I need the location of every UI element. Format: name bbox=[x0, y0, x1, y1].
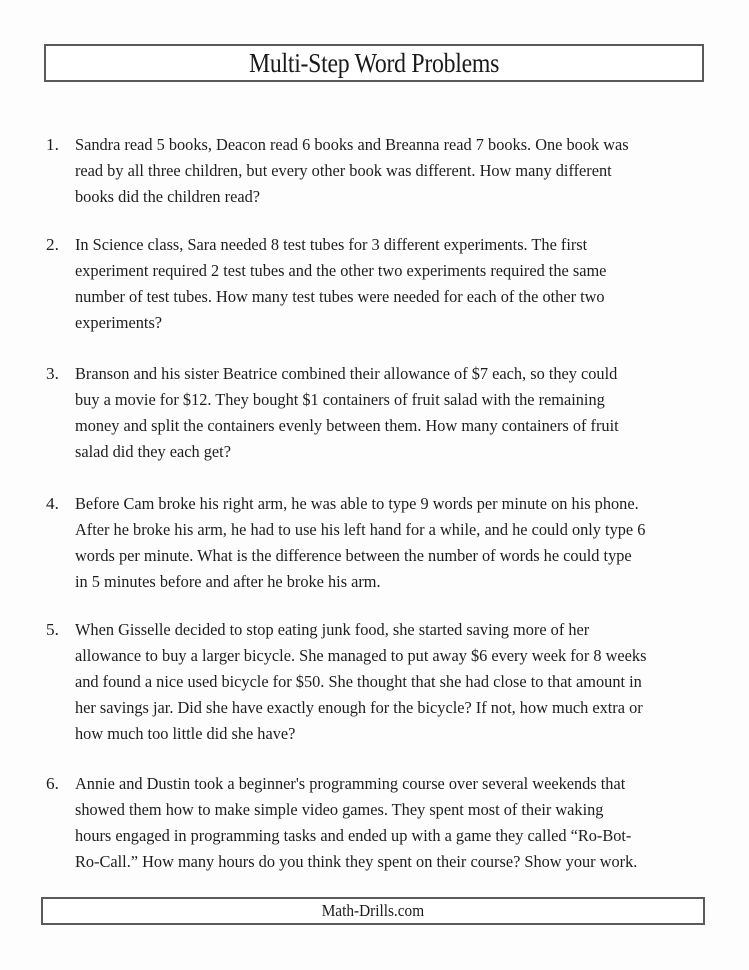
problem-line: hours engaged in programming tasks and ended up with a game they called “Ro-Bot- bbox=[75, 826, 632, 845]
problem-line: Branson and his sister Beatrice combined their allowance of $7 each, so they could bbox=[75, 364, 618, 383]
problem-number: 3. bbox=[46, 364, 59, 383]
problem-line: money and split the containers evenly between them. How many containers of fruit bbox=[75, 416, 619, 435]
problem-line: Before Cam broke his right arm, he was able to type 9 words per minute on his phone. bbox=[75, 494, 639, 513]
footer-site-name: Math-Drills.com bbox=[321, 901, 425, 920]
problem-line: read by all three children, but every other book was different. How many different bbox=[75, 161, 612, 180]
problem-text bbox=[75, 617, 683, 747]
problem-line: In Science class, Sara needed 8 test tubes for 3 different experiments. The first bbox=[75, 235, 588, 254]
problem-number: 2. bbox=[46, 235, 59, 254]
problem-line: how much too little did she have? bbox=[75, 724, 296, 743]
problem-line: salad did they each get? bbox=[75, 442, 231, 461]
problem-line: When Gisselle decided to stop eating junk food, she started saving more of her bbox=[75, 620, 590, 639]
footer-box bbox=[41, 897, 705, 925]
problem-text bbox=[75, 491, 683, 595]
problem-line: experiments? bbox=[75, 313, 163, 332]
problem-line: Sandra read 5 books, Deacon read 6 books and Breanna read 7 books. One book was bbox=[75, 135, 629, 154]
problem-line: number of test tubes. How many test tubes were needed for each of the other two bbox=[75, 287, 605, 306]
problem-line: Ro-Call.” How many hours do you think they spent on their course? Show your work. bbox=[75, 852, 638, 871]
problem-text bbox=[75, 361, 683, 465]
problem-text bbox=[75, 771, 683, 875]
problem-line: and found a nice used bicycle for $50. She thought that she had close to that amount in bbox=[75, 672, 642, 691]
problem-number: 1. bbox=[46, 135, 59, 154]
problem-line: Annie and Dustin took a beginner's programming course over several weekends that bbox=[75, 774, 626, 793]
problem-text bbox=[75, 132, 683, 210]
worksheet-title: Multi-Step Word Problems bbox=[248, 47, 500, 78]
problem-line: in 5 minutes before and after he broke his arm. bbox=[75, 572, 381, 591]
problem-line: After he broke his arm, he had to use his left hand for a while, and he could only type 6 bbox=[75, 520, 646, 539]
problem-line: books did the children read? bbox=[75, 187, 260, 206]
problem-number: 6. bbox=[46, 774, 59, 793]
problem-number: 4. bbox=[46, 494, 59, 513]
problem-line: buy a movie for $12. They bought $1 containers of fruit salad with the remaining bbox=[75, 390, 605, 409]
problem-line: showed them how to make simple video games. They spent most of their waking bbox=[75, 800, 604, 819]
problem-text bbox=[75, 232, 683, 336]
problem-number: 5. bbox=[46, 620, 59, 639]
problem-line: her savings jar. Did she have exactly enough for the bicycle? If not, how much extra or bbox=[75, 698, 643, 717]
problem-line: experiment required 2 test tubes and the other two experiments required the same bbox=[75, 261, 607, 280]
worksheet-title-box bbox=[44, 44, 704, 82]
problem-line: words per minute. What is the difference between the number of words he could type bbox=[75, 546, 632, 565]
problem-line: allowance to buy a larger bicycle. She managed to put away $6 every week for 8 weeks bbox=[75, 646, 647, 665]
